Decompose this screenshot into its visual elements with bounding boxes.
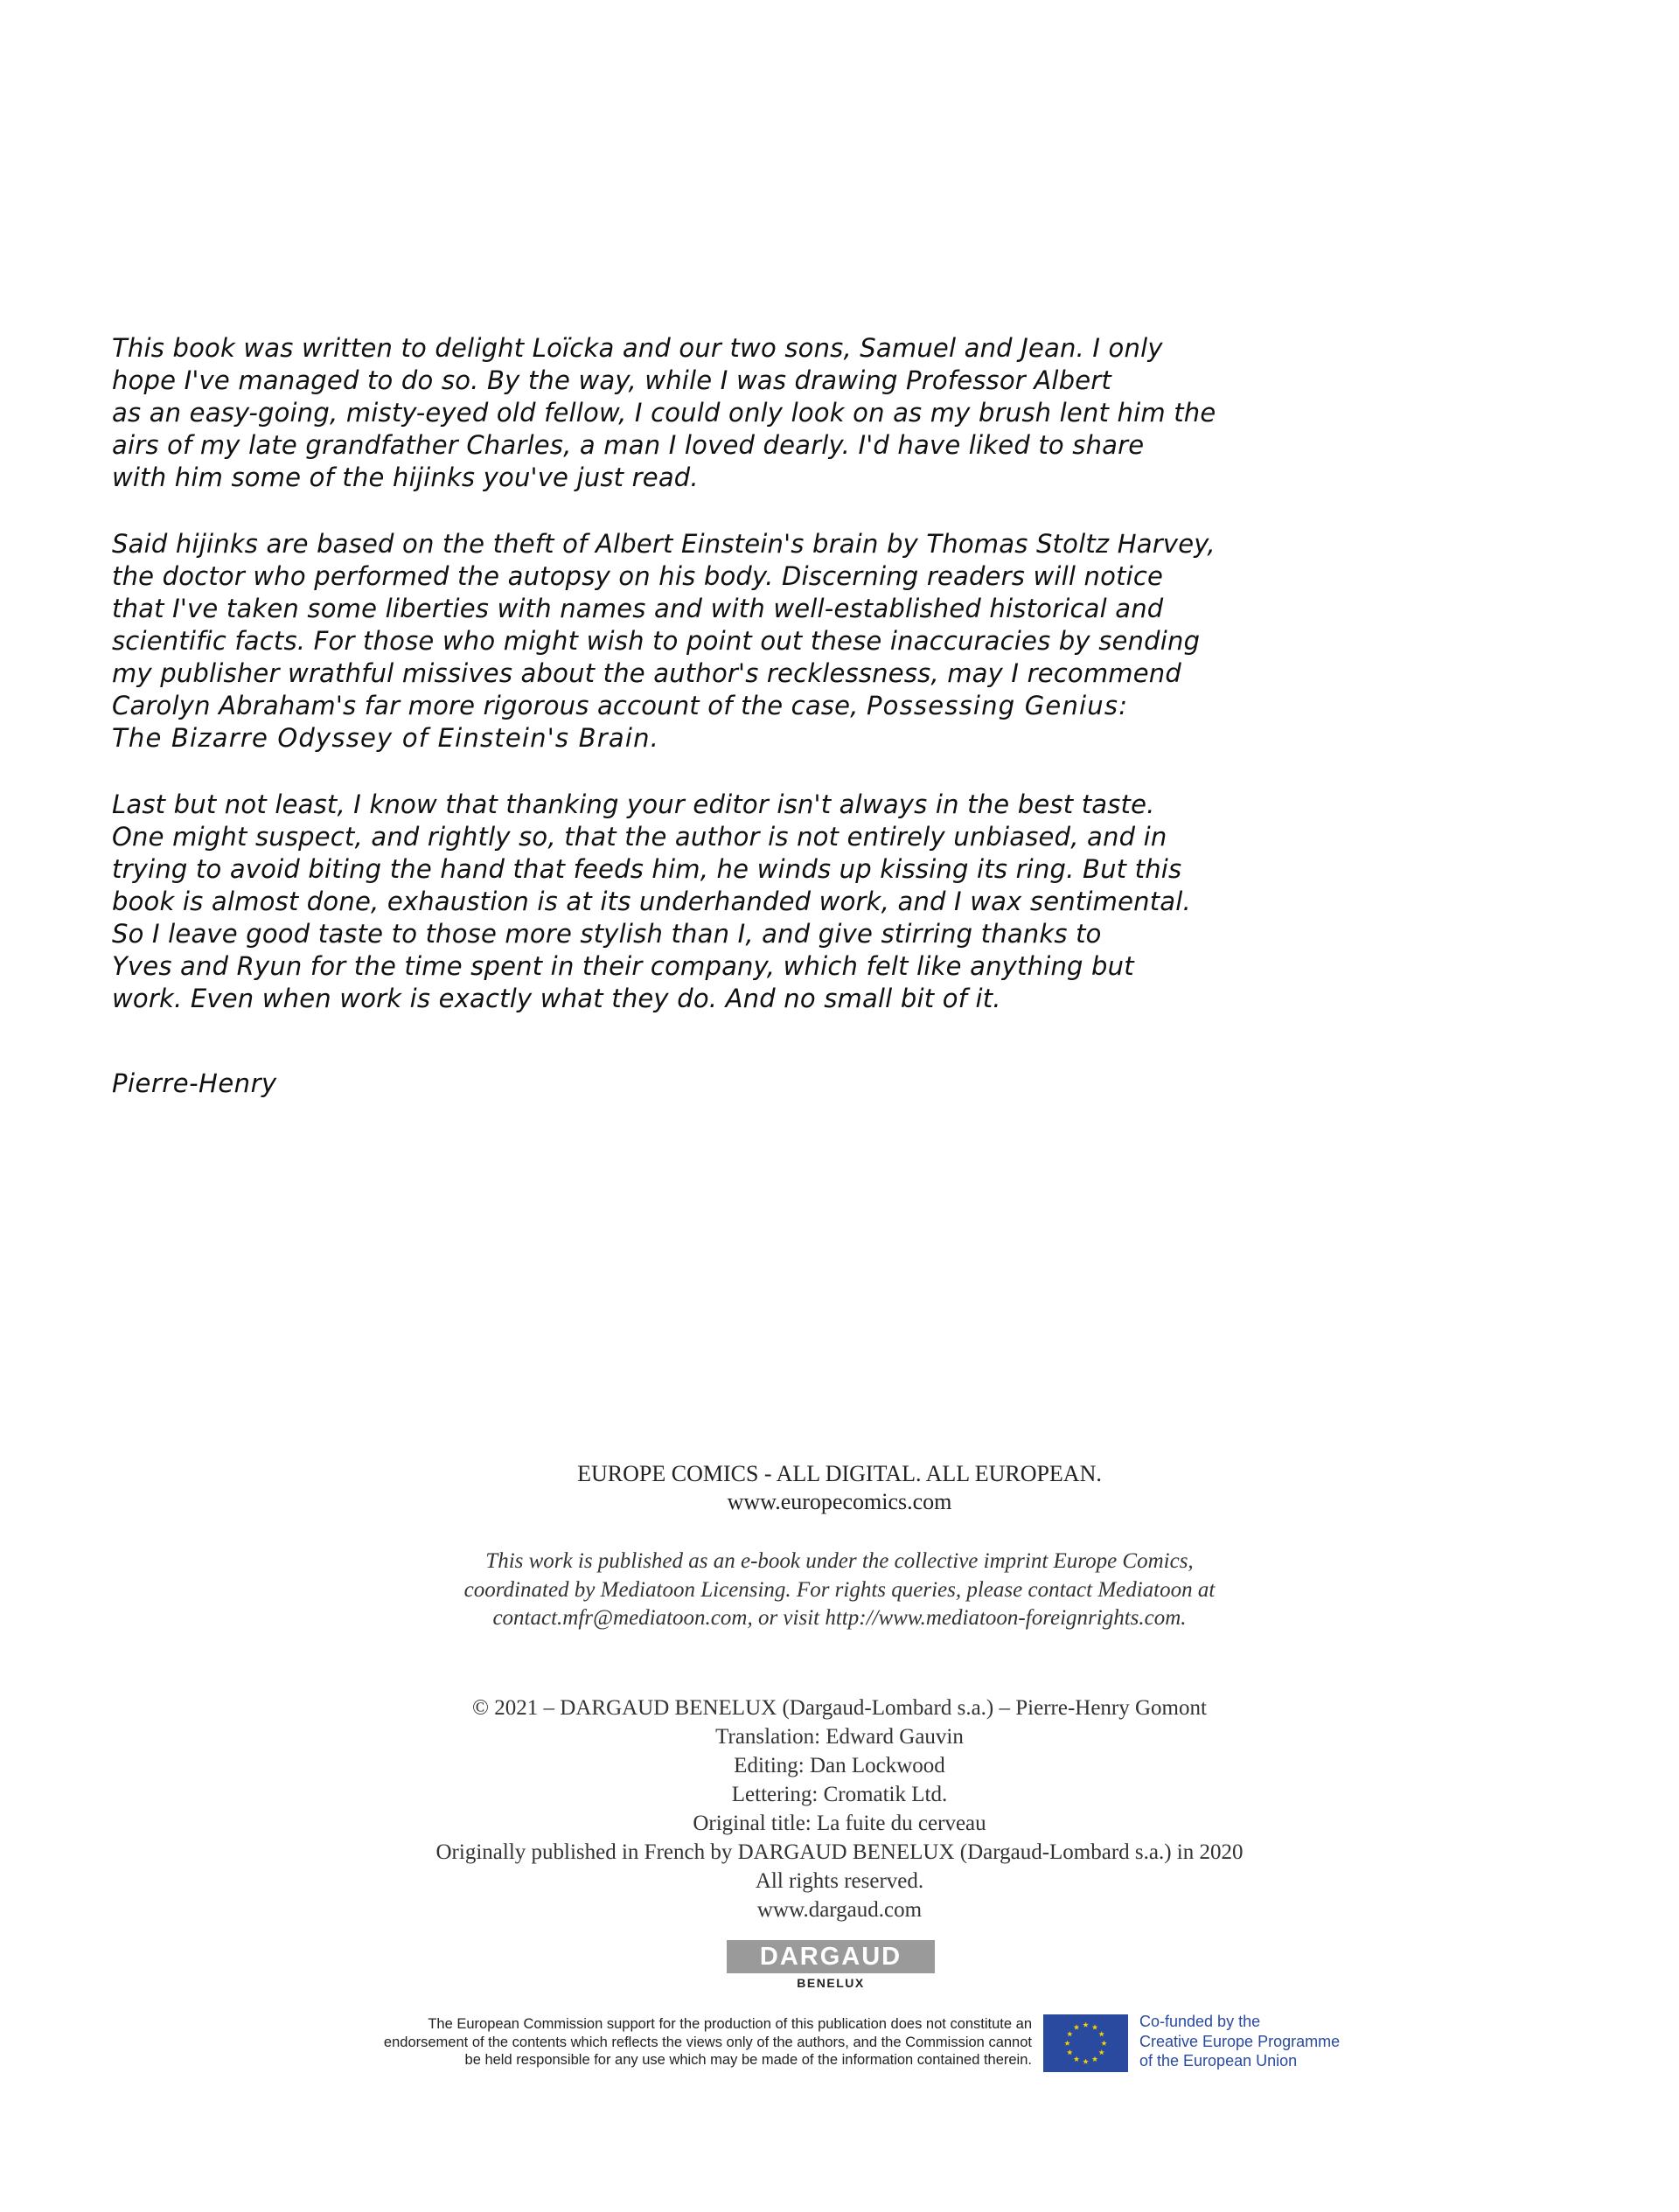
eu-flag-icon <box>1043 2014 1128 2072</box>
eu-funding-line: of the European Union <box>1139 2052 1298 2069</box>
text-line <box>112 690 1249 722</box>
text-line: work. Even when work is exactly what they do. And no small bit of it. <box>112 984 1001 1013</box>
publisher-website: www.dargaud.com <box>756 1898 923 1922</box>
text-line <box>112 722 1249 755</box>
disclaimer-line: endorsement of the contents which reflects the views only of the authors, and the Commission cannot <box>383 2034 1032 2050</box>
eu-funding-line: Creative Europe Programme <box>1139 2032 1341 2050</box>
lettering-credit: Lettering: Cromatik Ltd. <box>731 1783 948 1806</box>
disclaimer-line: The European Commission support for the production of this publication does not constitute an <box>428 2016 1032 2032</box>
editing-credit: Editing: Dan Lockwood <box>734 1754 945 1777</box>
original-title: Original title: La fuite du cerveau <box>693 1812 986 1835</box>
translation-credit: Translation: Edward Gauvin <box>715 1725 964 1749</box>
text-line: book is almost done, exhaustion is at its underhanded work, and I wax sentimental. <box>112 887 1191 916</box>
text-line: as an easy-going, misty-eyed old fellow, I could only look on as my brush lent him the <box>112 398 1216 428</box>
book-title-part-2: The Bizarre Odyssey of Einstein's Brain <box>112 723 651 753</box>
text-line-prefix: Carolyn Abraham's far more rigorous account of the case, <box>112 691 859 720</box>
author-signature: Pierre-Henry <box>112 1068 277 1098</box>
dargaud-benelux-logo <box>727 1940 935 1991</box>
text-line: scientific facts. For those who might wish to point out these inaccuracies by sending <box>112 626 1201 656</box>
text-line: Said hijinks are based on the theft of Albert Einstein's brain by Thomas Stoltz Harvey, <box>112 529 1216 559</box>
text-line: Last but not least, I know that thanking your editor isn't always in the best taste. <box>112 790 1155 819</box>
notice-line: This work is published as an e-book under the collective imprint Europe Comics, <box>485 1549 1194 1573</box>
copyright-line: © 2021 – DARGAUD BENELUX (Dargaud-Lombard s.a.) – Pierre-Henry Gomont <box>472 1696 1207 1720</box>
text-line: the doctor who performed the autopsy on his body. Discerning readers will notice <box>112 561 1164 591</box>
text-line: trying to avoid biting the hand that feeds him, he winds up kissing its ring. But this <box>112 854 1182 884</box>
afterword <box>112 332 1249 1049</box>
imprint-block <box>227 1460 1452 1516</box>
disclaimer-line: be held responsible for any use which may be made of the information contained therein. <box>464 2052 1032 2068</box>
rights-reserved: All rights reserved. <box>755 1869 924 1893</box>
eu-disclaimer <box>245 2015 1032 2069</box>
text-line: that I've taken some liberties with names and with well-established historical and <box>112 594 1164 623</box>
imprint-website: www.europecomics.com <box>727 1489 952 1514</box>
text-line: airs of my late grandfather Charles, a man I loved dearly. I'd have liked to share <box>112 430 1145 460</box>
text-line: my publisher wrathful missives about the author's recklessness, may I recommend <box>112 658 1181 688</box>
afterword-paragraph-1 <box>112 332 1249 494</box>
publication-notice <box>227 1548 1452 1633</box>
text-line: with him some of the hijinks you've just read. <box>112 463 699 492</box>
imprint-tagline: EUROPE COMICS - ALL DIGITAL. ALL EUROPEAN. <box>577 1461 1102 1486</box>
dargaud-logo-name: DARGAUD <box>727 1940 935 1973</box>
text-line: hope I've managed to do so. By the way, while I was drawing Professor Albert <box>112 365 1111 395</box>
original-publication: Originally published in French by DARGAUD BENELUX (Dargaud-Lombard s.a.) in 2020 <box>435 1840 1244 1864</box>
eu-funding-statement <box>1139 2012 1340 2071</box>
book-title-part-1: Possessing Genius: <box>866 691 1129 720</box>
text-line: This book was written to delight Loïcka and our two sons, Samuel and Jean. I only <box>112 333 1163 363</box>
notice-line: contact.mfr@mediatoon.com, or visit http://www.mediatoon-foreignrights.com. <box>492 1606 1187 1630</box>
sentence-end: . <box>650 723 659 753</box>
text-line: One might suspect, and rightly so, that the author is not entirely unbiased, and in <box>112 822 1167 852</box>
eu-funding-line: Co-funded by the <box>1139 2013 1261 2030</box>
copyright-block <box>227 1694 1452 1924</box>
afterword-paragraph-2 <box>112 528 1249 755</box>
afterword-paragraph-3 <box>112 789 1249 1015</box>
dargaud-logo-sub: BENELUX <box>797 1976 865 1990</box>
text-line: So I leave good taste to those more stylish than I, and give stirring thanks to <box>112 919 1102 949</box>
text-line: Yves and Ryun for the time spent in their company, which felt like anything but <box>112 951 1134 981</box>
notice-line: coordinated by Mediatoon Licensing. For rights queries, please contact Mediatoon at <box>463 1577 1216 1602</box>
